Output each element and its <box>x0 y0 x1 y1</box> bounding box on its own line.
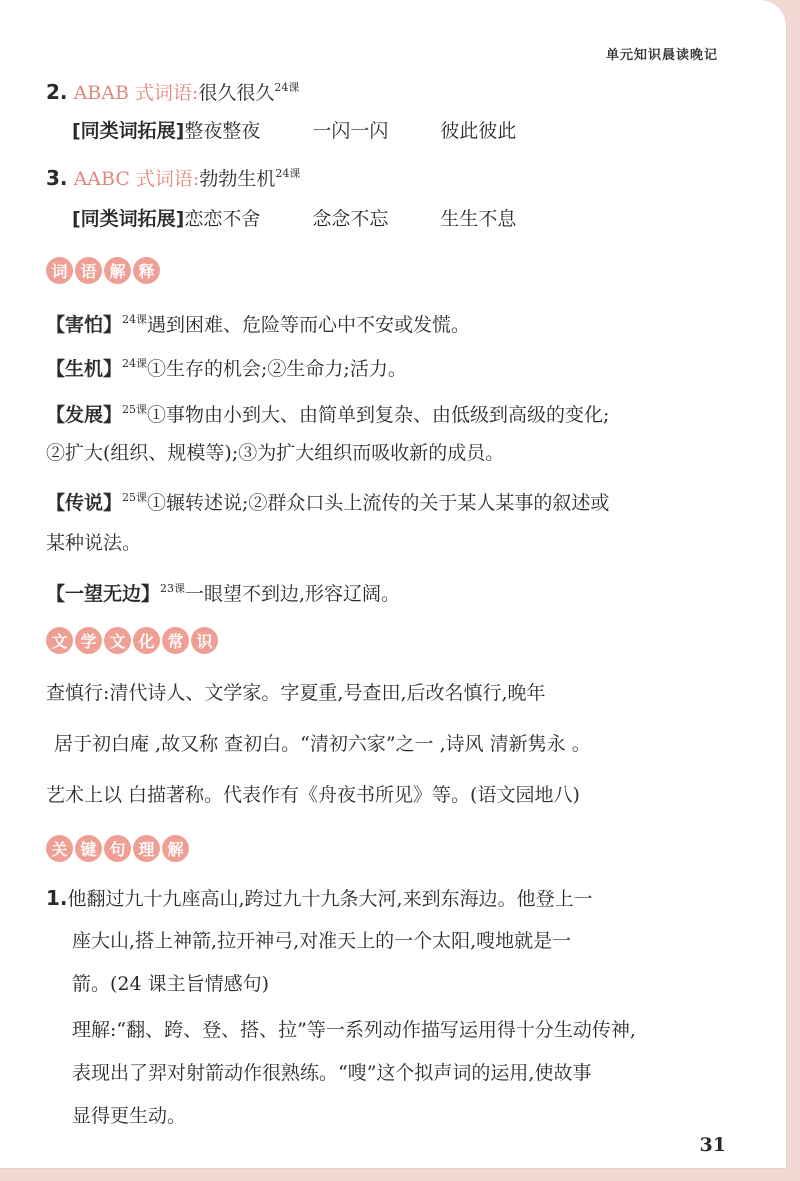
understanding-line-2: 表现出了羿对射箭动作很熟练。“嗖”这个拟声词的运用,使故事 <box>72 1062 592 1084</box>
lit-line-3: 艺术上以 白描著称。代表作有《舟夜书所见》等。(语文园地八) <box>46 784 580 806</box>
running-header: 单元知识晨读晚记 <box>605 48 718 63</box>
ext-abab: [同类词拓展]整夜整夜 一闪一闪 彼此彼此 <box>72 120 517 142</box>
pattern-abab: 2. ABAB 式词语:很久很久$^{24课}$ <box>46 80 300 104</box>
def-chuanshuo-cont: 某种说法。 <box>46 532 142 554</box>
section-title-key-sentence: 关 键 句 理 解 <box>46 835 189 862</box>
ext-aabc: [同类词拓展]恋恋不舍 念念不忘 生生不息 <box>72 208 517 230</box>
lit-line-1: 查慎行:清代诗人、文学家。字夏重,号查田,后改名慎行,晚年 <box>46 682 546 704</box>
def-shengji: 【生机】$^{24课}$①生存的机会;②生命力;活力。 <box>46 357 407 380</box>
key-line-1: 1.他翻过九十九座高山,跨过九十九条大河,来到东海边。他登上一 <box>46 886 593 910</box>
key-line-2: 座大山,搭上神箭,拉开神弓,对准天上的一个太阳,嗖地就是一 <box>72 930 572 952</box>
def-chuanshuo: 【传说】$^{25课}$①辗转述说;②群众口头上流传的关于某人某事的叙述或 <box>46 491 610 514</box>
page-number: 31 <box>699 1134 726 1156</box>
def-haipa: 【害怕】$^{24课}$遇到困难、危险等而心中不安或发慌。 <box>46 313 471 336</box>
section-title-word-explain: 词 语 解 释 <box>46 257 160 284</box>
key-line-3: 箭。(24 课主旨情感句) <box>72 973 270 995</box>
understanding-line-1: 理解:“翻、跨、登、搭、拉”等一系列动作描写运用得十分生动传神, <box>72 1019 636 1041</box>
lit-line-2: 居于初白庵 ,故又称 查初白。“清初六家”之一 ,诗风 清新隽永 。 <box>54 733 591 755</box>
def-fazhan-cont: ②扩大(组织、规模等);③为扩大组织而吸收新的成员。 <box>46 442 505 464</box>
def-fazhan: 【发展】$^{25课}$①事物由小到大、由简单到复杂、由低级到高级的变化; <box>46 403 610 426</box>
pattern-aabc: 3. AABC 式词语:勃勃生机$^{24课}$ <box>46 166 301 190</box>
def-yiwangwubian: 【一望无边】$^{23课}$一眼望不到边,形容辽阔。 <box>46 582 401 605</box>
understanding-line-3: 显得更生动。 <box>72 1105 187 1127</box>
section-title-literature: 文 学 文 化 常 识 <box>46 627 218 654</box>
